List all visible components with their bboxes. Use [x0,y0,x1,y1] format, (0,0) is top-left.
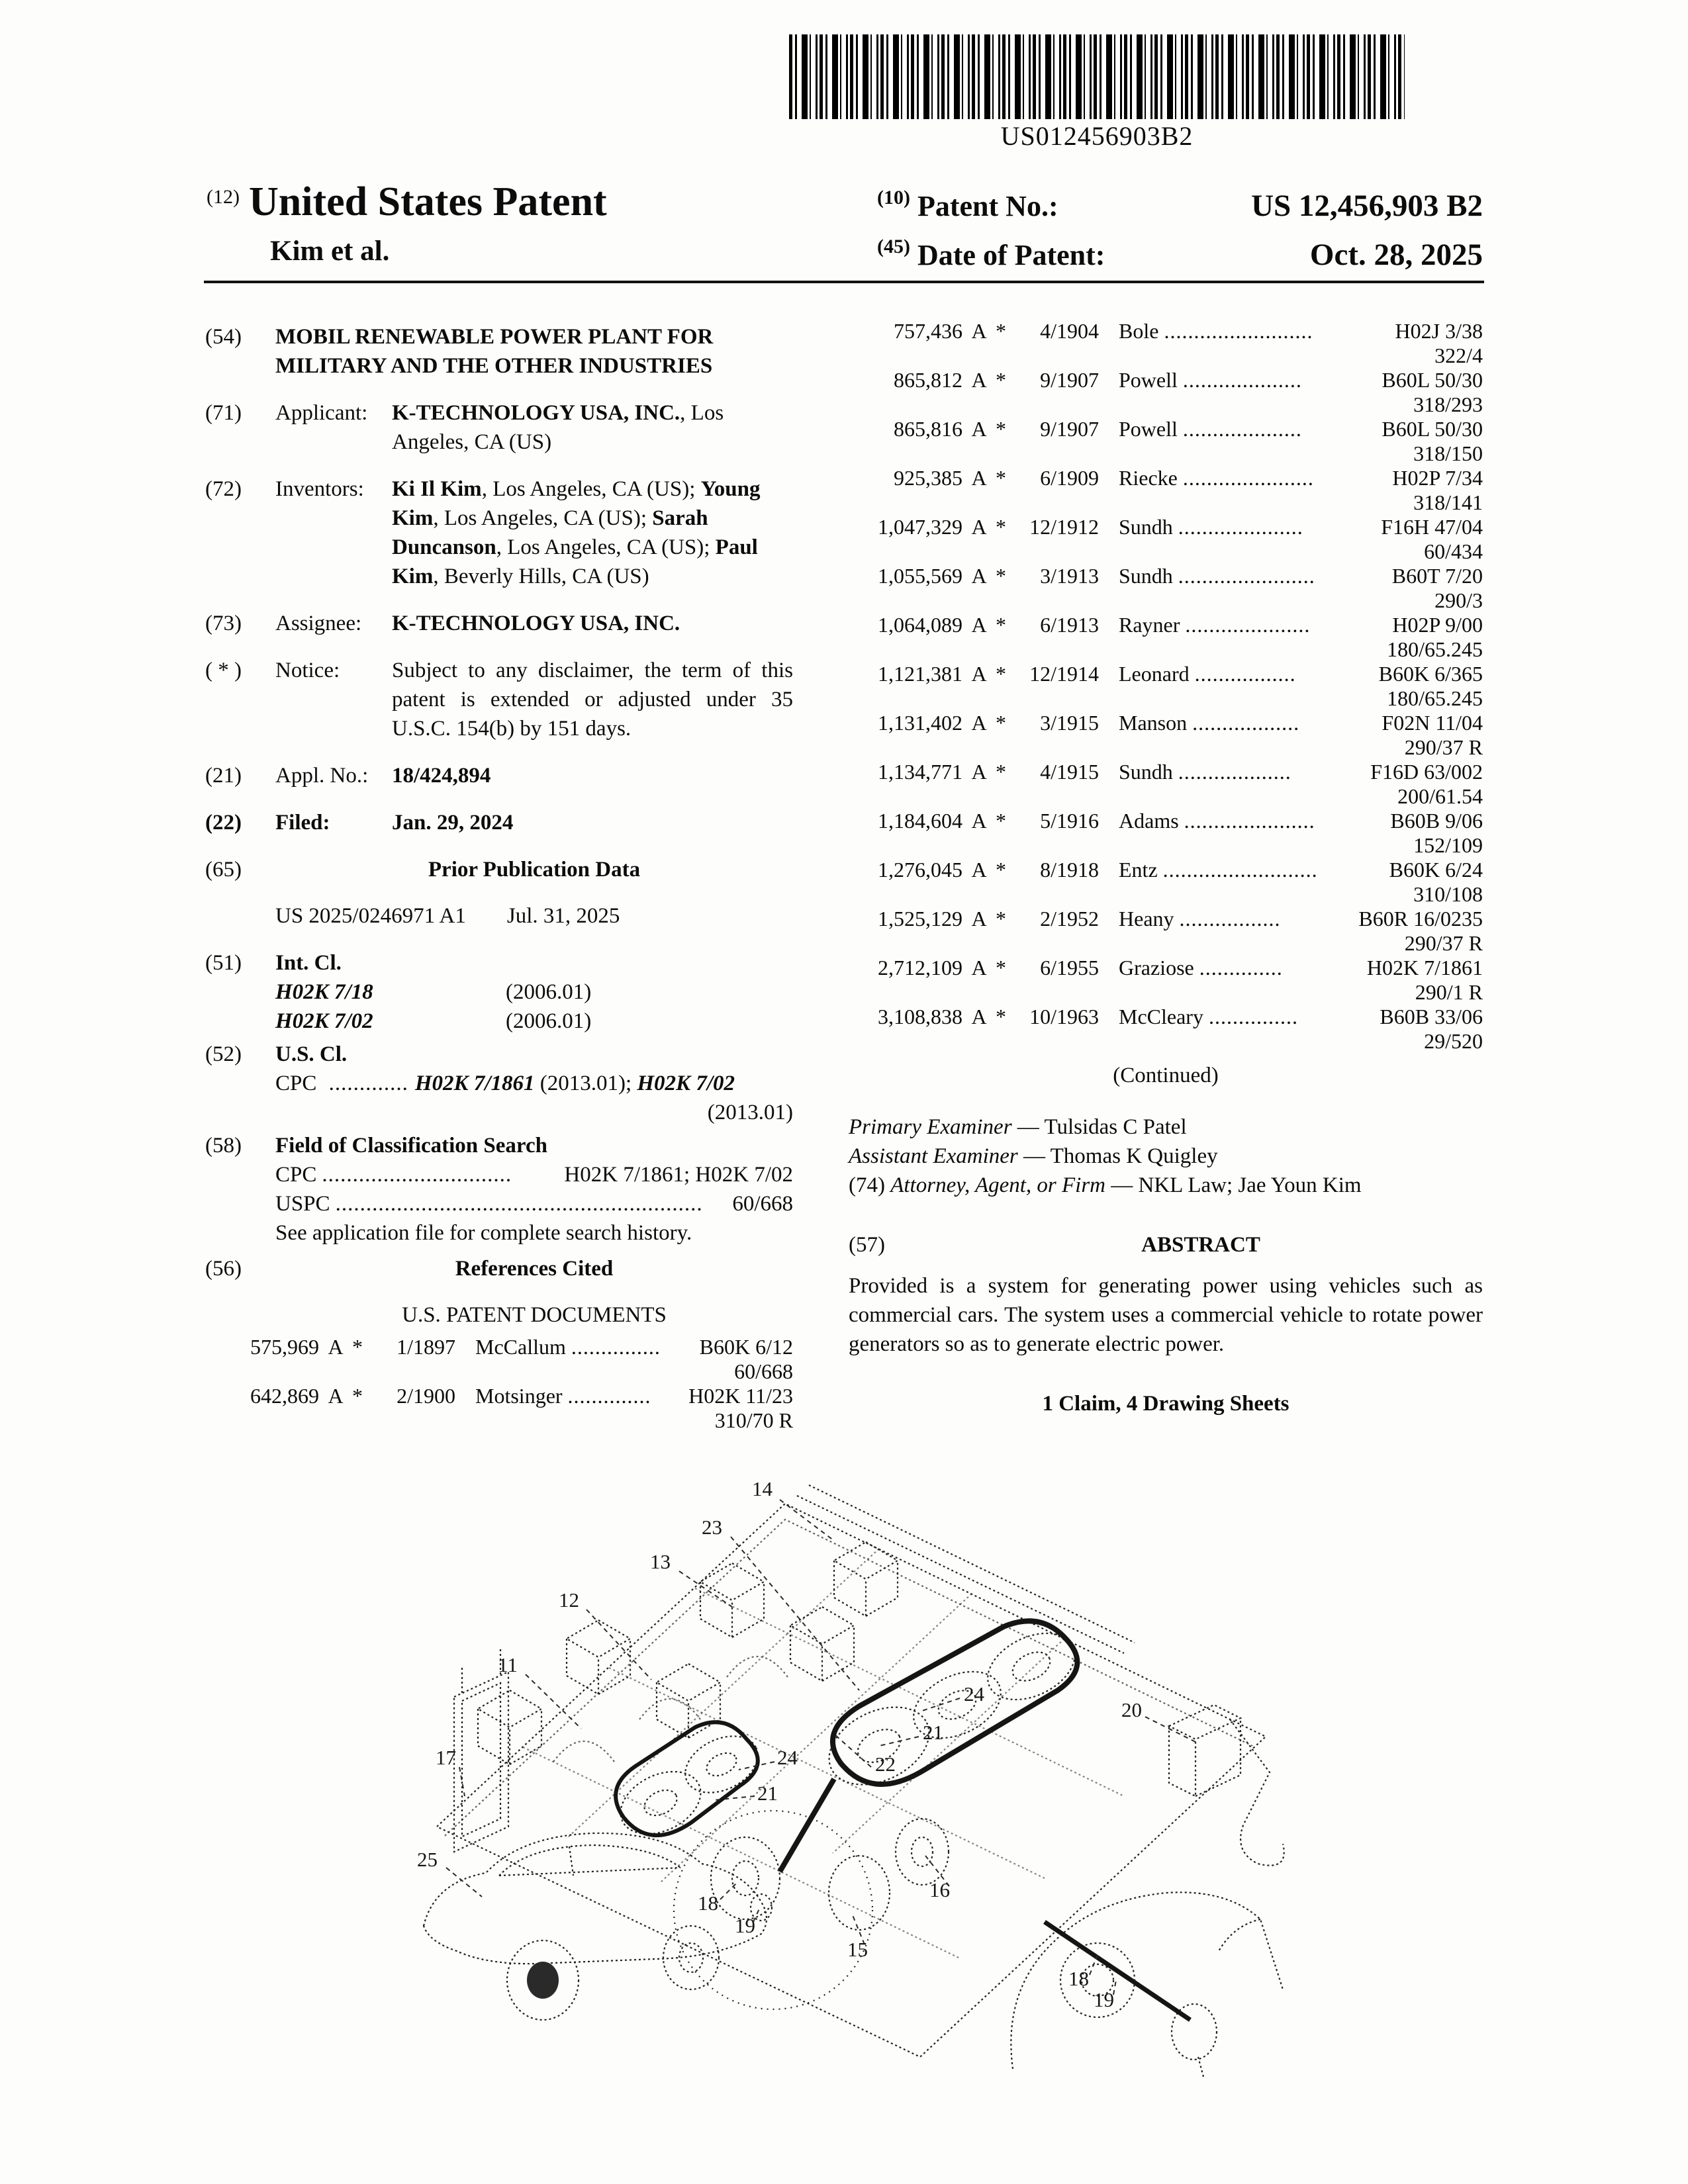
primary-examiner-line: Primary Examiner — Tulsidas C Patel [849,1115,1187,1139]
reference-entry: 1,055,569 A * 3/1913 Sundh ....................... B60T 7/20 290/3 [878,564,1483,612]
page-title: United States Patent [248,179,607,224]
figure-label: 18 [698,1891,718,1915]
field-73-assignee: (73) Assignee: K-TECHNOLOGY USA, INC. [205,609,793,638]
figure-label: 21 [757,1782,778,1805]
field-52-us-cl: (52) U.S. Cl. CPC ............. H02K 7/1861 (2013.01); H02K 7/02 (2013.01) [205,1040,793,1127]
patent-no-label: $^{(10)}$ Patent No.: [877,187,1058,222]
int-cl-row: H02K 7/18 (2006.01) [275,980,592,1004]
reference-entry: 1,131,402 A * 3/1915 Manson .................. F02N 11/04 290/37 R [878,711,1483,759]
us-cl-heading: U.S. Cl. [275,1042,348,1066]
field-65-prior-pub: (65) Prior Publication Data US 2025/0246971 A1 Jul. 31, 2025 [205,855,793,931]
figure-label: 19 [1094,1988,1114,2011]
header-right [877,187,1483,285]
reference-entry: 1,276,045 A * 8/1918 Entz .......................... B60K 6/24 310/108 [878,858,1483,906]
field-71-applicant: (71) Applicant: K-TECHNOLOGY USA, INC., Los Angeles, CA (US) [205,398,793,457]
invention-title: MOBIL RENEWABLE POWER PLANT FOR MILITARY AND THE OTHER INDUSTRIES [275,325,714,378]
us-cl-cpc-cont: (2013.01) [707,1101,793,1124]
continued-note: (Continued) [1113,1064,1219,1087]
barcode-number: US012456903B2 [1000,121,1194,151]
search-note: See application file for complete search history. [275,1221,692,1245]
field-notice: ( * ) Notice: Subject to any disclaimer, the term of this patent is extended or adjusted under 35 U.S.C. 154(b) by 151 days. [205,656,793,743]
figure-label: 25 [417,1848,438,1871]
field-22-filed: (22) Filed: Jan. 29, 2024 [205,808,793,837]
prior-pub-data: US 2025/0246971 A1 Jul. 31, 2025 [275,904,620,928]
figure-label: 12 [559,1588,579,1612]
search-heading: Field of Classification Search [275,1134,547,1158]
figure-label: 17 [436,1746,456,1769]
figure-label: 16 [929,1878,950,1901]
left-references-list [205,1335,793,1432]
drawing-canvas [396,1475,1297,2111]
kind-code: (12) [207,186,240,208]
reference-entry: 2,712,109 A * 6/1955 Graziose .............. H02K 7/1861 290/1 R [878,956,1483,1004]
notice-text: Subject to any disclaimer, the term of this patent is extended or adjusted under 35 U.S.C. 154(b) by 151 days. [392,659,793,741]
figure-label: 20 [1121,1698,1142,1721]
reference-entry: 1,184,604 A * 5/1916 Adams ...................... B60B 9/06 152/109 [878,809,1483,857]
field-56-references: (56) References Cited U.S. PATENT DOCUMENTS [205,1254,793,1330]
figure-label: 24 [964,1682,984,1706]
abstract-text: Provided is a system for generating power using vehicles such as commercial cars. The system uses a commercial vehicle to rotate power generators so as to generate electric power. [849,1274,1483,1356]
reference-entry: 1,525,129 A * 2/1952 Heany ................. B60R 16/0235 290/37 R [878,907,1483,955]
patent-drawing [396,1475,1297,2111]
figure-label: 18 [1068,1967,1089,1990]
patent-no-value: US 12,456,903 B2 [1251,189,1483,223]
references-heading: References Cited [455,1257,614,1281]
field-21-appl-no: (21) Appl. No.: 18/424,894 [205,761,793,790]
reference-entry: 642,869 A * 2/1900 Motsinger .............. H02K 11/23 310/70 R [250,1384,793,1432]
reference-entry: 1,121,381 A * 12/1914 Leonard ................. B60K 6/365 180/65.245 [878,662,1483,710]
reference-entry: 1,134,771 A * 4/1915 Sundh ................... F16D 63/002 200/61.54 [878,760,1483,808]
reference-entry: 865,816 A * 9/1907 Powell .................... B60L 50/30 318/150 [894,417,1483,465]
reference-entry: 1,047,329 A * 12/1912 Sundh ..................... F16H 47/04 60/434 [878,515,1483,563]
attorney-line: (74) Attorney, Agent, or Firm — NKL Law; Jae Youn Kim [849,1173,1362,1197]
right-references-list [849,319,1483,1053]
reference-entry: 925,385 A * 6/1909 Riecke ...................... H02P 7/34 318/141 [894,466,1483,514]
us-patent-documents-heading: U.S. PATENT DOCUMENTS [402,1303,667,1327]
abstract-heading: ABSTRACT [1141,1233,1260,1257]
reference-entry: 865,812 A * 9/1907 Powell .................... B60L 50/30 318/293 [894,368,1483,416]
figure-label: 15 [847,1938,868,1961]
reference-entry: 1,064,089 A * 6/1913 Rayner ..................... H02P 9/00 180/65.245 [878,613,1483,661]
right-column [849,316,1483,1418]
applicant-value: K-TECHNOLOGY USA, INC., Los Angeles, CA (US) [392,401,724,454]
reference-entry: 757,436 A * 4/1904 Bole ......................... H02J 3/38 322/4 [894,319,1483,367]
assignee-value: K-TECHNOLOGY USA, INC. [392,612,680,635]
barcode-block [789,34,1405,152]
reference-entry: 3,108,838 A * 10/1963 McCleary ............... B60B 33/06 29/520 [878,1005,1483,1053]
prior-pub-heading: Prior Publication Data [428,858,641,882]
search-cpc-line: CPC ............................... H02K 7/1861; H02K 7/02 [275,1163,793,1187]
int-cl-row: H02K 7/02 (2006.01) [275,1009,592,1033]
inventor-short: Kim et al. [270,236,390,267]
appl-no-value: 18/424,894 [392,764,491,788]
claims-line: 1 Claim, 4 Drawing Sheets [1042,1392,1289,1416]
search-uspc-line: USPC ............................................................ 60/668 [275,1192,793,1216]
abstract-heading-row: (57) ABSTRACT [849,1230,1483,1259]
left-column [205,322,793,1433]
field-72-inventors: (72) Inventors: Ki Il Kim, Los Angeles, CA (US); Young Kim, Los Angeles, CA (US); Sarah Duncanson, Los Angeles, CA (US); Paul Kim, Beverly Hills, CA (US) [205,475,793,591]
field-51-int-cl: (51) Int. Cl. H02K 7/18 (2006.01) H02K 7/02 (2006.01) [205,948,793,1036]
reference-entry: 575,969 A * 1/1897 McCallum ............... B60K 6/12 60/668 [250,1335,793,1383]
figure-label: 19 [735,1914,755,1937]
barcode-image [789,34,1405,119]
figure-label: 11 [498,1653,518,1676]
filed-value: Jan. 29, 2024 [392,811,514,835]
figure-label: 22 [875,1752,896,1776]
field-58-search: (58) Field of Classification Search CPC ............................... H02K 7/1861; H02K 7/02 USPC ............................................................ 60/668 See application file for complete search history. [205,1131,793,1248]
header-divider [204,281,1484,283]
us-cl-cpc-line: CPC ............. H02K 7/1861 (2013.01); H02K 7/02 [275,1071,735,1095]
figure-label: 14 [752,1477,773,1500]
figure-label: 23 [702,1516,722,1539]
assistant-examiner-line: Assistant Examiner — Thomas K Quigley [849,1144,1218,1168]
int-cl-heading: Int. Cl. [275,951,342,975]
header-left [207,179,607,267]
date-of-patent-label: $^{(45)}$ Date of Patent: [877,236,1105,271]
date-of-patent-value: Oct. 28, 2025 [1309,238,1483,272]
figure-label: 21 [923,1721,943,1744]
figure-label: 24 [777,1746,798,1769]
field-54-title: (54) MOBIL RENEWABLE POWER PLANT FOR MILITARY AND THE OTHER INDUSTRIES [205,322,793,381]
inventors-value: Ki Il Kim, Los Angeles, CA (US); Young Kim, Los Angeles, CA (US); Sarah Duncanson, Los Angeles, CA (US); Paul Kim, Beverly Hills, CA (US) [392,477,761,588]
figure-label: 13 [650,1550,671,1573]
